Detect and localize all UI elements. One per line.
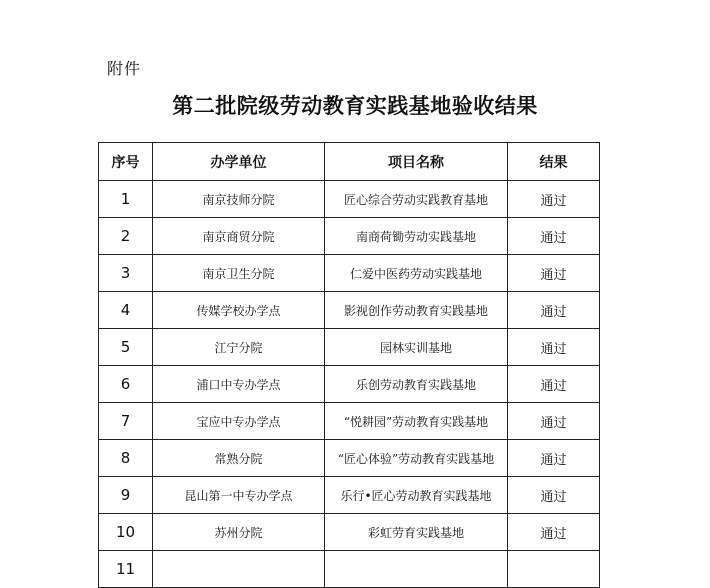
table-row — [99, 477, 600, 514]
row-school-unit: 传媒学校办学点 — [153, 292, 325, 329]
row-result: 通过 — [508, 218, 600, 255]
row-project-name: 彩虹劳育实践基地 — [325, 514, 508, 551]
row-serial-number: 5 — [99, 329, 153, 366]
header-serial-number: 序号 — [99, 143, 153, 181]
table-row — [99, 403, 600, 440]
row-school-unit: 浦口中专办学点 — [153, 366, 325, 403]
row-project-name: 影视创作劳动教育实践基地 — [325, 292, 508, 329]
attachment-label: 附件 — [107, 59, 142, 78]
row-project-name: “匠心体验”劳动教育实践基地 — [325, 440, 508, 477]
row-serial-number: 8 — [99, 440, 153, 477]
table-row — [99, 181, 600, 218]
table-row — [99, 514, 600, 551]
row-school-unit — [153, 551, 325, 588]
results-table — [98, 142, 600, 588]
row-serial-number: 2 — [99, 218, 153, 255]
table-row — [99, 440, 600, 477]
row-school-unit: 江宁分院 — [153, 329, 325, 366]
row-serial-number: 4 — [99, 292, 153, 329]
row-serial-number: 6 — [99, 366, 153, 403]
row-project-name: 园林实训基地 — [325, 329, 508, 366]
row-result: 通过 — [508, 477, 600, 514]
row-school-unit: 南京卫生分院 — [153, 255, 325, 292]
row-result — [508, 551, 600, 588]
row-serial-number: 11 — [99, 551, 153, 588]
row-result: 通过 — [508, 440, 600, 477]
row-serial-number: 3 — [99, 255, 153, 292]
table-row — [99, 255, 600, 292]
row-serial-number: 10 — [99, 514, 153, 551]
table-header-row — [99, 143, 600, 181]
row-school-unit: 南京商贸分院 — [153, 218, 325, 255]
row-project-name: “悦耕园”劳动教育实践基地 — [325, 403, 508, 440]
row-project-name — [325, 551, 508, 588]
row-project-name: 乐行•匠心劳动教育实践基地 — [325, 477, 508, 514]
row-serial-number: 9 — [99, 477, 153, 514]
row-school-unit: 南京技师分院 — [153, 181, 325, 218]
header-result: 结果 — [508, 143, 600, 181]
row-result: 通过 — [508, 329, 600, 366]
header-project-name: 项目名称 — [325, 143, 508, 181]
row-result: 通过 — [508, 514, 600, 551]
row-project-name: 南商荷锄劳动实践基地 — [325, 218, 508, 255]
row-result: 通过 — [508, 181, 600, 218]
row-result: 通过 — [508, 403, 600, 440]
row-project-name: 乐创劳动教育实践基地 — [325, 366, 508, 403]
row-result: 通过 — [508, 255, 600, 292]
row-serial-number: 7 — [99, 403, 153, 440]
row-serial-number: 1 — [99, 181, 153, 218]
table-row — [99, 292, 600, 329]
document-title: 第二批院级劳动教育实践基地验收结果 — [172, 94, 538, 118]
table-row — [99, 366, 600, 403]
row-school-unit: 苏州分院 — [153, 514, 325, 551]
row-project-name: 仁爱中医药劳动实践基地 — [325, 255, 508, 292]
table-row — [99, 218, 600, 255]
row-project-name: 匠心综合劳动实践教育基地 — [325, 181, 508, 218]
row-result: 通过 — [508, 292, 600, 329]
row-result: 通过 — [508, 366, 600, 403]
header-school-unit: 办学单位 — [153, 143, 325, 181]
table-row — [99, 551, 600, 588]
row-school-unit: 常熟分院 — [153, 440, 325, 477]
table-row — [99, 329, 600, 366]
row-school-unit: 昆山第一中专办学点 — [153, 477, 325, 514]
row-school-unit: 宝应中专办学点 — [153, 403, 325, 440]
